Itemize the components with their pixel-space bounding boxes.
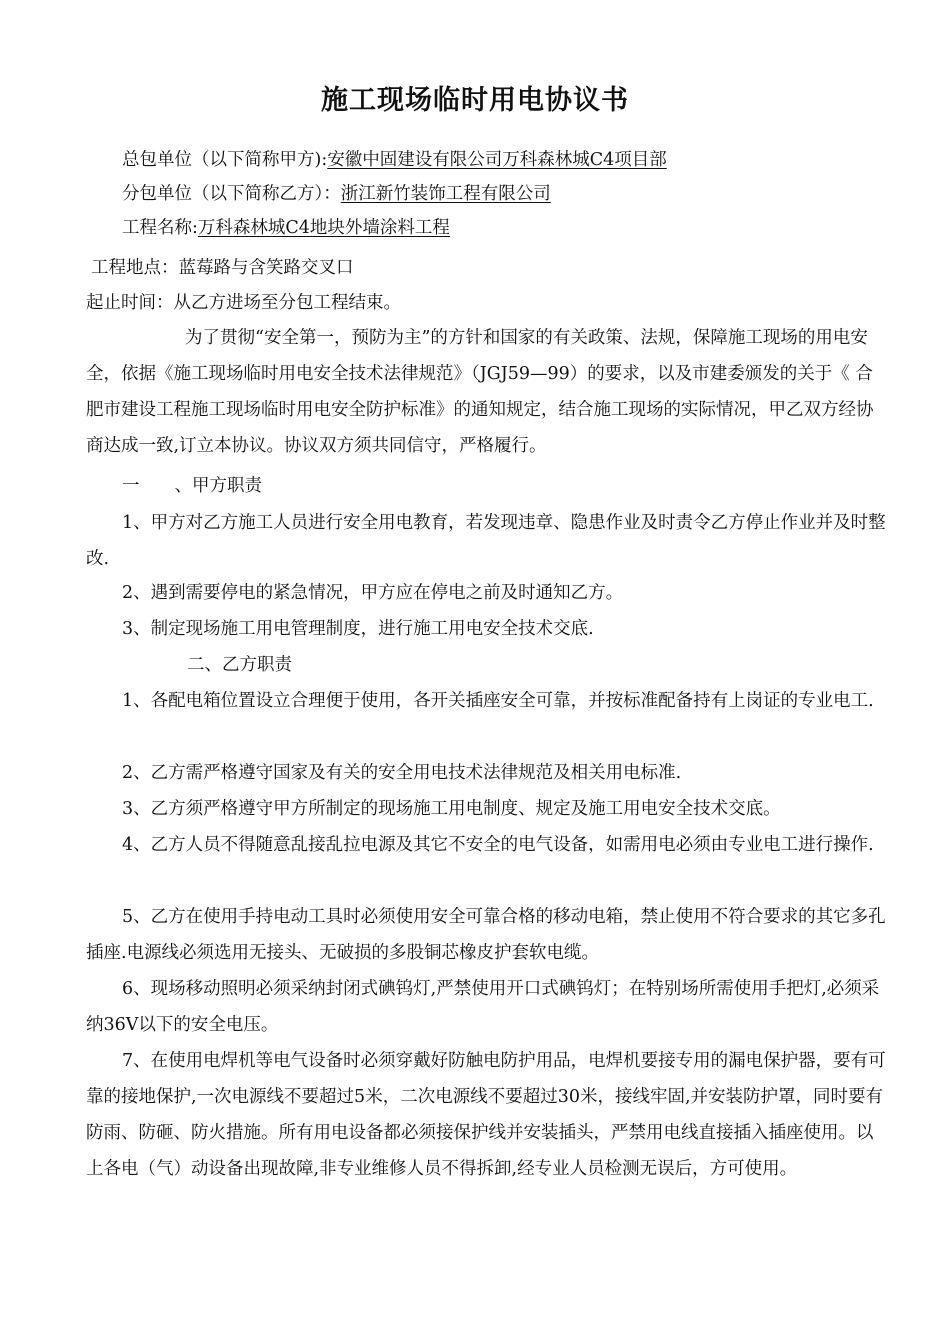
section-b-heading: 二、乙方职责 xyxy=(187,655,292,675)
section-a-item: 3、制定现场施工用电管理制度，进行施工用电安全技术交底. xyxy=(122,619,594,639)
section-b-item: 4、乙方人员不得随意乱接乱拉电源及其它不安全的电气设备，如需用电必须由专业电工进行操作. xyxy=(122,835,874,855)
project-value: 万科森林城C4地块外墙涂料工程 xyxy=(197,218,450,238)
location-line: 工程地点：蓝莓路与含笑路交叉口 xyxy=(91,258,354,278)
section-a-item: 1、甲方对乙方施工人员进行安全用电教育，若发现违章、隐患作业及时责令乙方停止作业并及时整改. xyxy=(86,513,886,569)
subcontractor-line xyxy=(122,176,922,212)
section-a-item: 2、遇到需要停电的紧急情况，甲方应在停电之前及时通知乙方。 xyxy=(122,583,624,603)
subcontractor-value: 浙江新竹装饰工程有限公司 xyxy=(340,184,551,204)
intro-paragraph: 为了贯彻“安全第一，预防为主”的方针和国家的有关政策、法规，保障施工现场的用电安全，依据《施工现场临时用电安全技术法律规范》（JGJ59—99）的要求，以及市建委颁发的关于《 合肥市建设工程施工现场临时用电安全防护标准》的通知规定，结合施工现场的实际情况，甲乙双方经协商达成一致,订立本协议。协议双方须共同信守，严格履行。 xyxy=(86,328,874,456)
contractor-label: 总包单位（以下简称甲方): xyxy=(122,150,328,170)
period-line: 起止时间：从乙方进场至分包工程结束。 xyxy=(86,293,401,313)
subcontractor-label: 分包单位（以下简称乙方）： xyxy=(122,184,341,204)
section-b-item: 1、各配电箱位置设立合理便于使用，各开关插座安全可靠，并按标准配备持有上岗证的专业电工. xyxy=(122,691,874,711)
section-b-item: 2、乙方需严格遵守国家及有关的安全用电技术法律规范及相关用电标准. xyxy=(122,763,682,783)
section-b-item: 5、乙方在使用手持电动工具时必须使用安全可靠合格的移动电箱，禁止使用不符合要求的其它多孔插座.电源线必须选用无接头、无破损的多股铜芯橡皮护套软电缆。 xyxy=(86,907,886,963)
project-label: 工程名称: xyxy=(122,218,198,238)
section-a-heading: 一 、甲方职责 xyxy=(122,476,262,496)
section-b-item: 7、在使用电焊机等电气设备时必须穿戴好防触电防护用品，电焊机要接专用的漏电保护器，要有可靠的接地保护,一次电源线不要超过5米，二次电源线不要超过30米，接线牢固,并安装防护罩，同时要有防雨、防砸、防火措施。所有用电设备都必须接保护线并安装插头，严禁用电线直接插入插座使用。以上各电（气）动设备出现故障,非专业维修人员不得拆卸,经专业人员检测无误后，方可使用。 xyxy=(86,1051,886,1179)
project-line xyxy=(122,210,922,246)
contractor-line xyxy=(122,142,922,178)
section-b-item: 6、现场移动照明必须采纳封闭式碘钨灯,严禁使用开口式碘钨灯；在特别场所需使用手把灯,必须采纳36V以下的安全电压。 xyxy=(86,979,880,1035)
contractor-value: 安徽中固建设有限公司万科森林城C4项目部 xyxy=(327,150,667,170)
section-b-item: 3、乙方须严格遵守甲方所制定的现场施工用电制度、规定及施工用电安全技术交底。 xyxy=(122,799,781,819)
document-title: 施工现场临时用电协议书 xyxy=(321,85,629,116)
